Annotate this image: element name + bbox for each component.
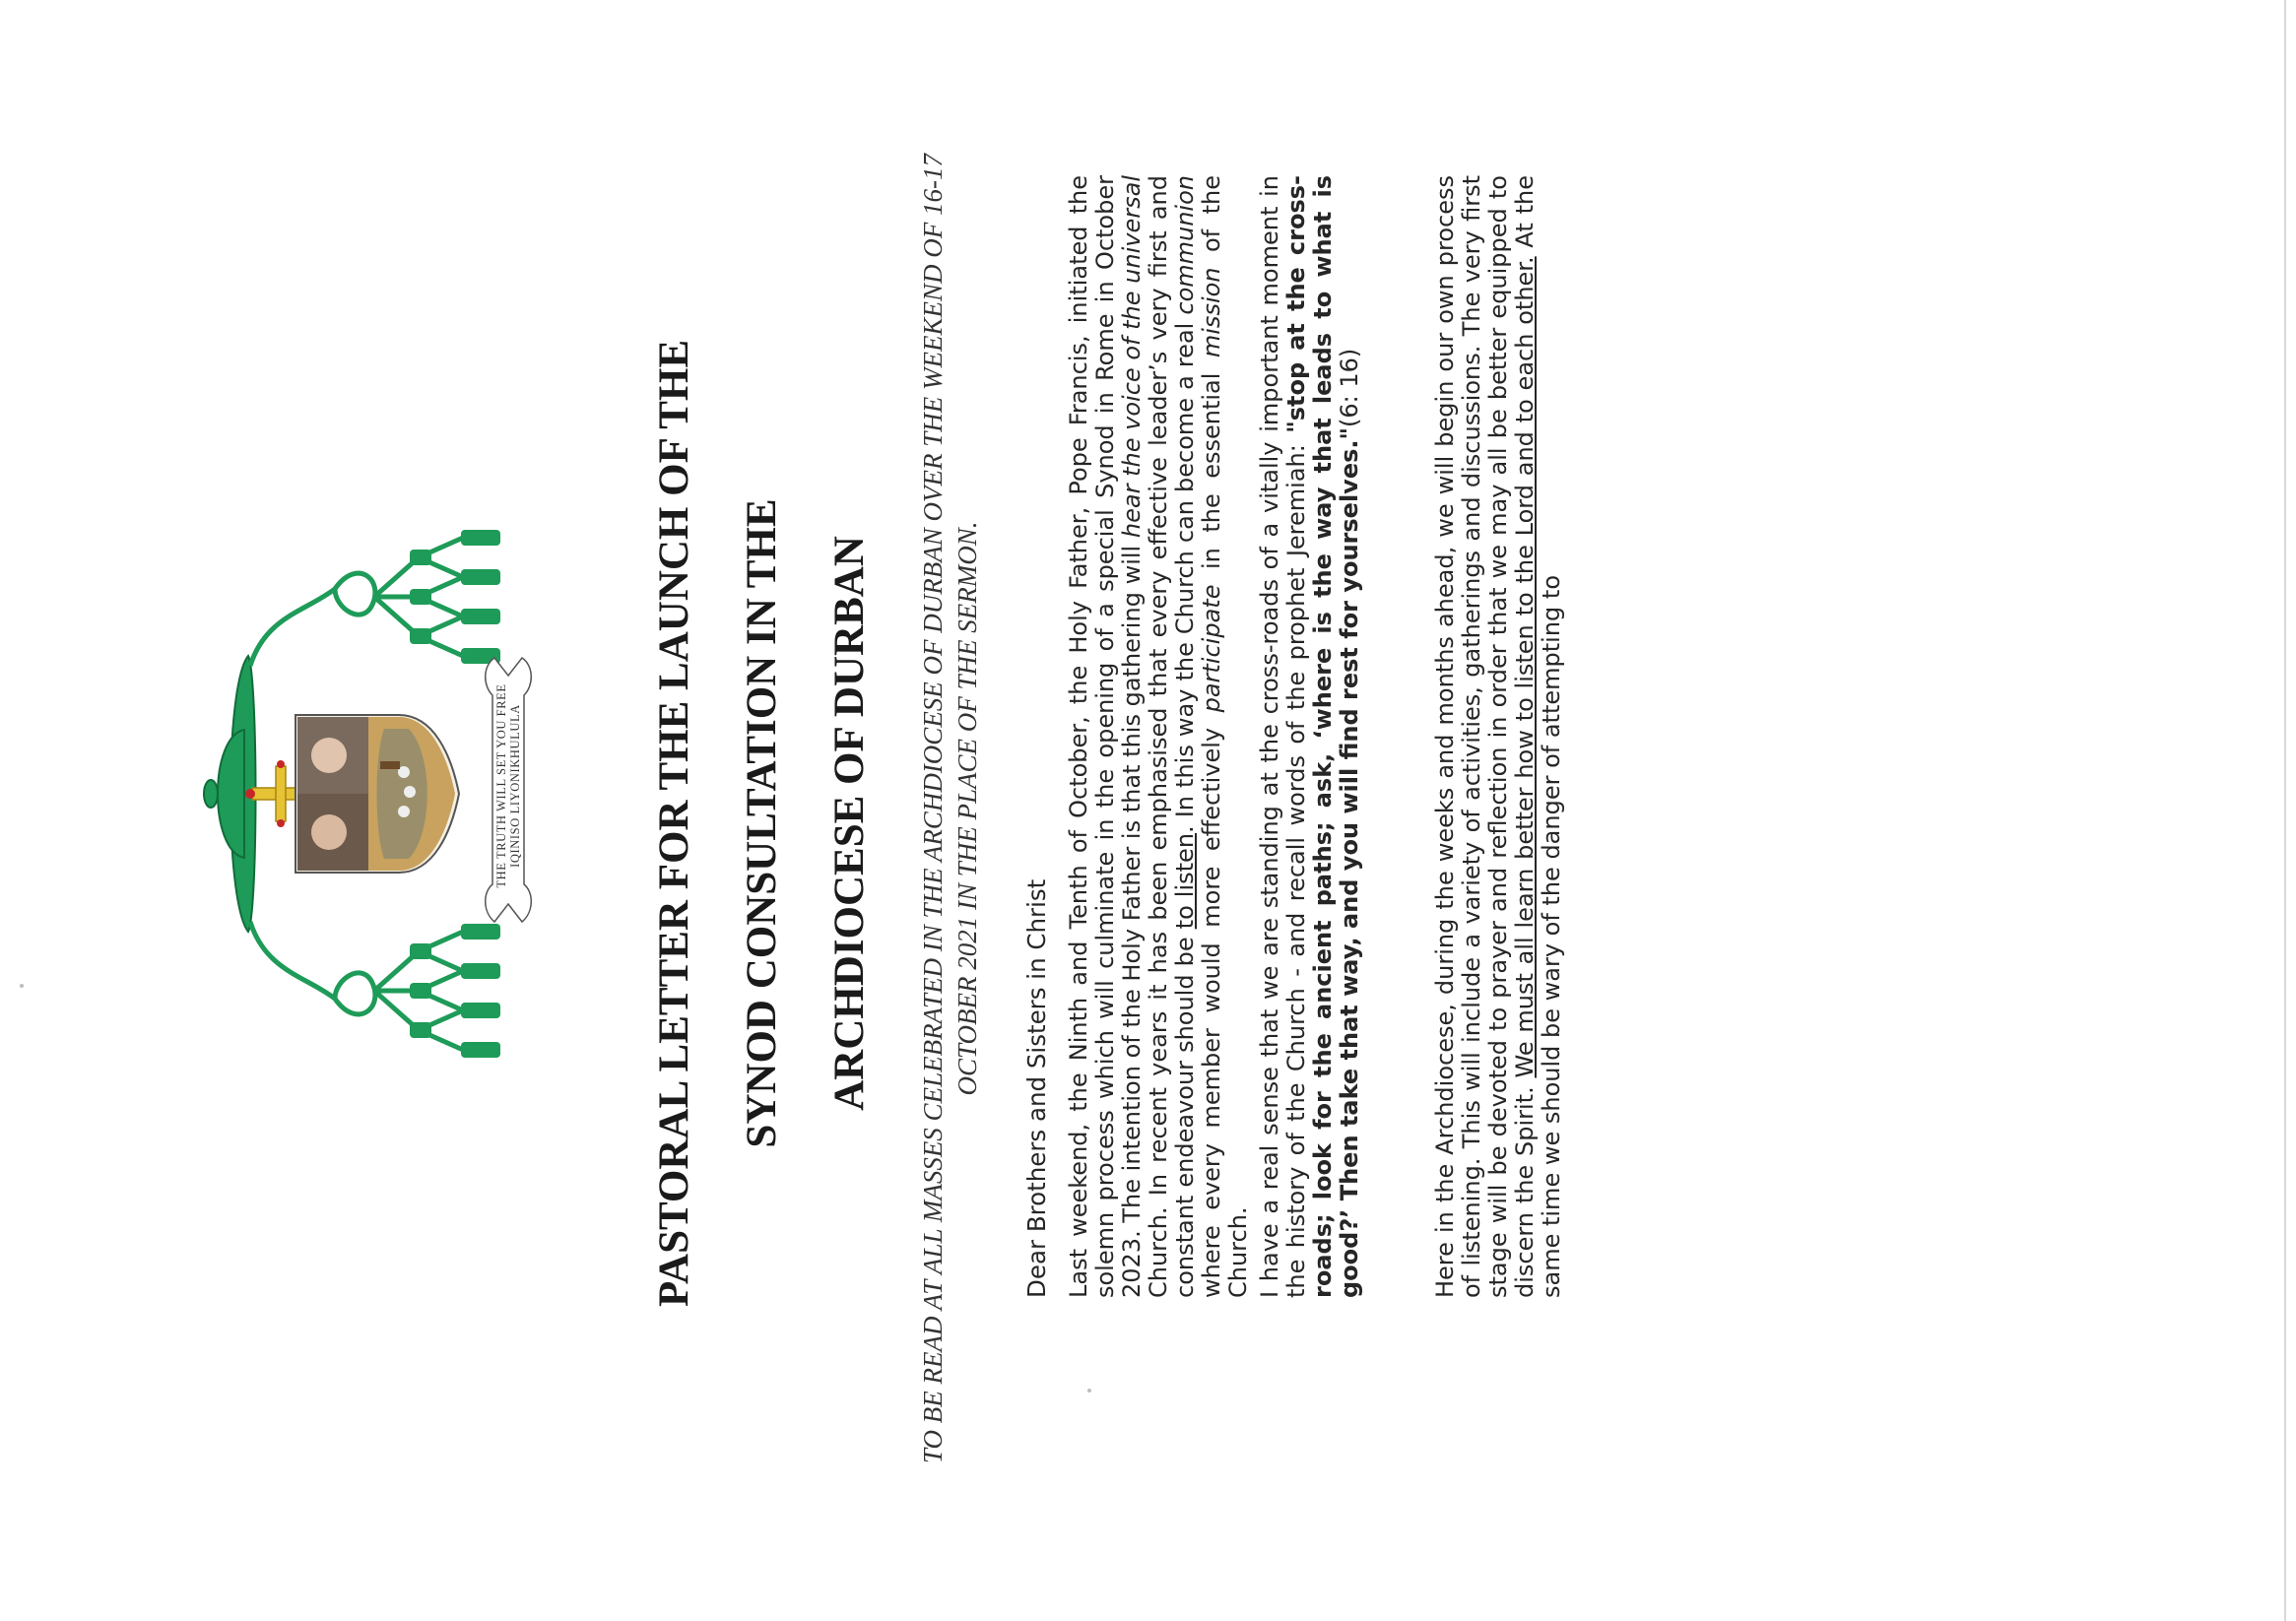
title-line-2: SYNOD CONSULTATION IN THE xyxy=(739,498,785,1148)
coat-of-arms xyxy=(187,518,611,1070)
underlined-run: to listen xyxy=(1171,832,1199,930)
paragraph-3 xyxy=(1432,175,1565,1298)
title-line-1: PASTORAL LETTER FOR THE LAUNCH OF THE xyxy=(651,339,697,1308)
motto-text xyxy=(494,678,522,894)
title-line-3: ARCHDIOCESE OF DURBAN xyxy=(826,536,873,1111)
reading-instruction: TO BE READ AT ALL MASSES CELEBRATED IN THE ARCHDIOCESE OF DURBAN OVER THE WEEKEND OF 16-17 OCTOBER 2021 IN THE PLACE OF THE SERMON. xyxy=(918,154,982,1463)
motto-line-1: THE TRUTH WILL SET YOU FREE xyxy=(494,683,508,888)
text-run: I have a real sense that we are standing at the cross-roads of a vitally important moment in the history of the Church - and recall words of the prophet Jeremiah: xyxy=(1256,175,1310,1298)
shield xyxy=(295,715,459,873)
scripture-reference: (6: 16) xyxy=(1336,348,1363,427)
emphasis-run: mission xyxy=(1198,267,1225,358)
emphasis-run: hear the voice of the universal xyxy=(1118,175,1146,539)
paragraph-1 xyxy=(1066,175,1252,1298)
text-run: At the same time we should be wary of the danger of attempting to xyxy=(1511,175,1565,1298)
emphasis-run: participate xyxy=(1198,584,1225,713)
text-run: Here in the Archdiocese, during the weeks and months ahead, we will begin our own process of listening. This will include a variety of activities, gatherings and discussions. The very first stage will be devoted to prayer and reflection in order that we may all be better equipped to discern the Spirit. xyxy=(1431,175,1539,1298)
text-run: Last weekend, the Ninth and Tenth of October, the Holy Father, Pope Francis, initiated the solemn process which will culminate in the opening of a special Synod in Rome in October 2023. The intention of the Holy Father is that this gathering will xyxy=(1065,175,1146,1298)
text-run: in the essential xyxy=(1198,357,1225,585)
text-run: where every member would more effectively xyxy=(1198,712,1225,1298)
text-run: of the Church. xyxy=(1198,174,1252,1298)
underlined-run: We must all learn better how to listen to the Lord and to each other. xyxy=(1511,256,1539,1078)
text-run: . In this way the Church can become a real xyxy=(1171,314,1199,833)
salutation: Dear Brothers and Sisters in Christ xyxy=(1022,878,1051,1298)
emphasis-run: communion xyxy=(1171,175,1199,315)
letter-title xyxy=(630,134,893,1513)
text-run: Church. In recent years it has been emphasised that every effective leader’s very first and constant endeavour should be xyxy=(1145,175,1199,1298)
coat-of-arms-emblem xyxy=(187,518,611,1070)
motto-line-2: IQINISO LIYONIKHULULA xyxy=(508,704,522,868)
paragraph-2 xyxy=(1257,175,1363,1298)
scripture-quote: "stop at the cross-roads; look for the ancient paths; ask, ‘where is the way that leads to what is good?’ Then take that way, and you will find rest for yourselves." xyxy=(1282,175,1363,1298)
